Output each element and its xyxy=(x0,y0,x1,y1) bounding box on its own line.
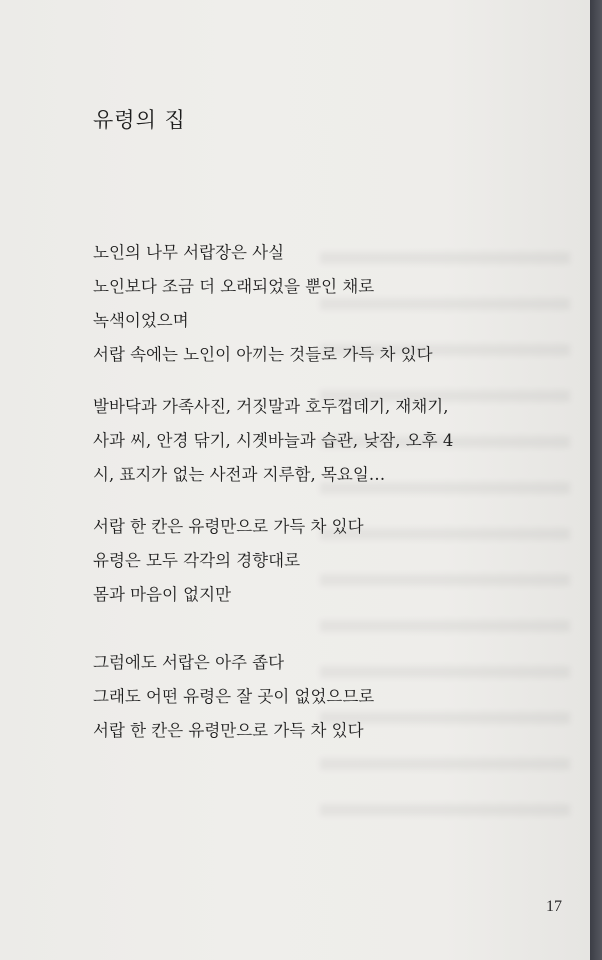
poem-line: 시, 표지가 없는 사전과 지루함, 목요일… xyxy=(93,465,386,484)
stanza-1 xyxy=(93,236,453,372)
poem-body xyxy=(93,236,453,766)
poem-line: 녹색이었으며 xyxy=(93,311,189,330)
poem-line: 서랍 한 칸은 유령만으로 가득 차 있다 xyxy=(93,517,364,536)
poem-line: 노인의 나무 서랍장은 사실 xyxy=(93,243,285,262)
poem-line: 노인보다 조금 더 오래되었을 뿐인 채로 xyxy=(93,277,375,296)
poem-line: 그럼에도 서랍은 아주 좁다 xyxy=(93,653,285,672)
poem-line: 발바닥과 가족사진, 거짓말과 호두껍데기, 재채기, xyxy=(93,397,449,416)
poem-title: 유령의 집 xyxy=(93,108,186,132)
book-edge-background xyxy=(590,0,602,960)
stanza-2 xyxy=(93,390,453,492)
poem-line: 그래도 어떤 유령은 잘 곳이 없었으므로 xyxy=(93,687,375,706)
poem-line: 서랍 한 칸은 유령만으로 가득 차 있다 xyxy=(93,721,364,740)
poem-line: 몸과 마음이 없지만 xyxy=(93,585,232,604)
stanza-3 xyxy=(93,510,453,612)
stanza-4 xyxy=(93,646,453,748)
page-number: 17 xyxy=(546,898,562,915)
poem-line: 서랍 속에는 노인이 아끼는 것들로 가득 차 있다 xyxy=(93,345,433,364)
poem-line: 사과 씨, 안경 닦기, 시곗바늘과 습관, 낮잠, 오후 4 xyxy=(93,431,454,450)
poem-line: 유령은 모두 각각의 경향대로 xyxy=(93,551,301,570)
